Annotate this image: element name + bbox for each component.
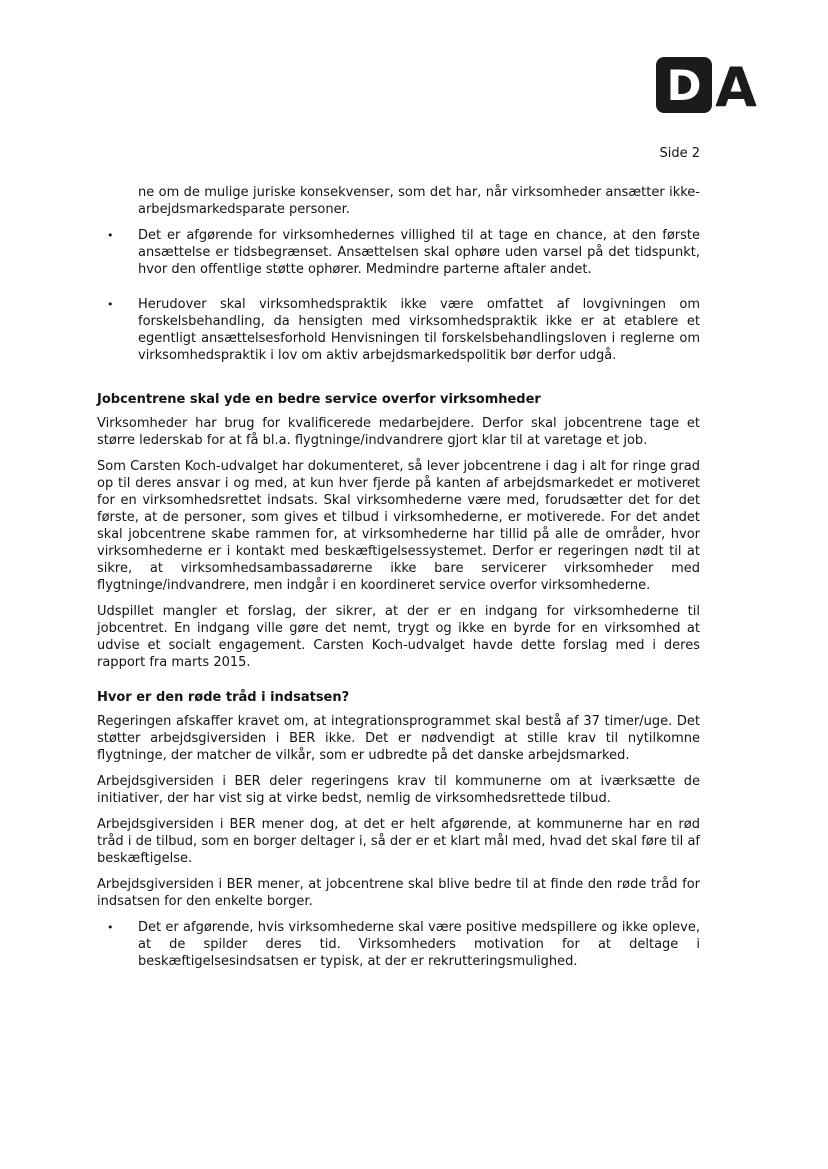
document-body xyxy=(97,184,700,988)
paragraph: Virksomheder har brug for kvalificerede medarbejdere. Derfor skal jobcentrene tage et større lederskab for at få bl.a. flygtninge/indvandrere gjort klar til at varetage et job. xyxy=(97,416,700,448)
da-logo-graphic xyxy=(656,56,762,114)
bullet-icon: • xyxy=(107,229,114,242)
paragraph: Arbejdsgiversiden i BER mener dog, at det er helt afgørende, at kommunerne har en rød tråd i de tilbud, som en borger deltager i, så der er et klart mål med, hvad det skal føre til af beskæftigelse. xyxy=(97,817,700,866)
da-logo xyxy=(656,56,762,114)
section-heading: Jobcentrene skal yde en bedre service overfor virksomheder xyxy=(97,392,541,407)
page-number: Side 2 xyxy=(659,146,700,161)
da-logo-letter-a: A xyxy=(715,56,757,114)
paragraph: Som Carsten Koch-udvalget har dokumenteret, så lever jobcentrene i dag i alt for ringe grad op til deres ansvar i og med, at kun hver fjerde på kanten af arbejdsmarkedet er motiveret for en virksomhedsrettet indsats. Skal virksomhederne være med, forudsætter det for det første, at de personer, som gives et tilbud i virksomhederne, er motiverede. For det andet skal jobcentrene skabe rammen for, at virksomhederne har tillid på alle de områder, hvor virksomhederne er i kontakt med beskæftigelsessystemet. Derfor er regeringen nødt til at sikre, at virksomhedsambassadørerne ikke bare servicerer virksomheder med flygtninge/indvandrere, men indgår i en koordineret service overfor virksomhederne. xyxy=(97,459,700,593)
paragraph: Arbejdsgiversiden i BER deler regeringens krav til kommunerne om at iværksætte de initiativer, der har vist sig at virke bedst, nemlig de virksomhedsrettede tilbud. xyxy=(97,774,700,806)
paragraph: Regeringen afskaffer kravet om, at integrationsprogrammet skal bestå af 37 timer/uge. Det støtter arbejdsgiversiden i BER ikke. Det er nødvendigt at stille krav til nytilkomne flygtninge, der matcher de vilkår, som er udbredte på det danske arbejdsmarked. xyxy=(97,714,700,763)
bullet-icon: • xyxy=(107,298,114,311)
bullet-item xyxy=(97,919,700,979)
continuation-paragraph: ne om de mulige juriske konsekvenser, som det har, når virksomheder ansætter ikke-arbejdsmarkedsparate personer. xyxy=(138,185,700,217)
da-logo-letter-d: D xyxy=(666,61,702,110)
bullet-text: Det er afgørende, hvis virksomhederne skal være positive medspillere og ikke opleve, at de spilder deres tid. Virksomheders motivation for at deltage i beskæftigelsesindsatsen er typisk, at der er rekrutteringsmulighed. xyxy=(138,920,700,969)
section-heading: Hvor er den røde tråd i indsatsen? xyxy=(97,690,350,705)
bullet-item xyxy=(97,296,700,373)
bullet-text: Det er afgørende for virksomhedernes villighed til at tage en chance, at den første ansættelse er tidsbegrænset. Ansættelsen skal ophøre uden varsel på det tidspunkt, hvor den offentlige støtte ophører. Medmindre parterne aftaler andet. xyxy=(138,228,700,277)
paragraph: Udspillet mangler et forslag, der sikrer, at der er en indgang for virksomhederne til jobcentret. En indgang ville gøre det nemt, trygt og ikke en byrde for en virksomhed at udvise et socialt engagement. Carsten Koch-udvalget havde dette forslag med i deres rapport fra marts 2015. xyxy=(97,604,700,670)
bullet-text: Herudover skal virksomhedspraktik ikke være omfattet af lovgivningen om forskelsbehandling, da hensigten med virksomhedspraktik ikke er at etablere et egentligt ansættelsesforhold Henvisningen til forskelsbehandlingsloven i reglerne om virksomhedspraktik i lov om aktiv arbejdsmarkedspolitik bør derfor udgå. xyxy=(138,297,700,363)
bullet-item xyxy=(97,227,700,287)
bullet-icon: • xyxy=(107,921,114,934)
paragraph: Arbejdsgiversiden i BER mener, at jobcentrene skal blive bedre til at finde den røde tråd for indsatsen for den enkelte borger. xyxy=(97,877,700,909)
